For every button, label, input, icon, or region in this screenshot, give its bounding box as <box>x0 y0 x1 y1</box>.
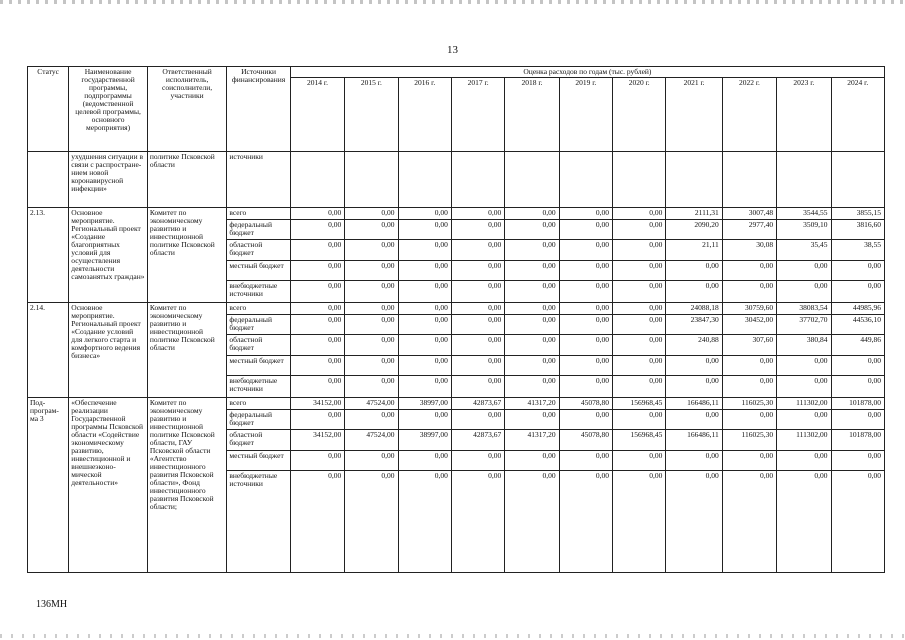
value-cell: 0,00 <box>559 208 612 220</box>
source-cell: местный бюджет <box>227 451 290 471</box>
year-header: 2015 г. <box>345 78 398 152</box>
name-cell: «Обеспечение реализации Государственной программы Псковской области «Содействие экономическому развитию, инвестиционной и внешнеэконо-мической деятельности» <box>69 398 148 573</box>
value-cell: 47524,00 <box>345 398 398 410</box>
value-cell: 3007,48 <box>722 208 776 220</box>
source-cell: всего <box>227 398 290 410</box>
value-cell: 44536,10 <box>831 315 885 335</box>
value-cell: 0,00 <box>559 335 612 356</box>
value-cell: 101878,00 <box>831 430 885 451</box>
value-cell: 0,00 <box>505 208 559 220</box>
value-cell: 116025,30 <box>722 398 776 410</box>
value-cell: 0,00 <box>451 208 504 220</box>
value-cell: 0,00 <box>777 261 831 281</box>
value-cell: 42873,67 <box>451 398 504 410</box>
header-name: Наименование государственной программы, подпрограммы (ведомственной целевой программы, основного мероприятия) <box>69 67 148 152</box>
value-cell: 38997,00 <box>398 398 451 410</box>
value-cell: 116025,30 <box>722 430 776 451</box>
value-cell: 34152,00 <box>290 398 344 410</box>
value-cell: 0,00 <box>451 451 504 471</box>
value-cell: 34152,00 <box>290 430 344 451</box>
value-cell: 0,00 <box>666 281 722 303</box>
year-header: 2022 г. <box>722 78 776 152</box>
scan-edge-top <box>0 0 905 4</box>
value-cell: 0,00 <box>777 451 831 471</box>
source-cell: всего <box>227 208 290 220</box>
value-cell: 3816,60 <box>831 220 885 240</box>
value-cell: 37702,70 <box>777 315 831 335</box>
value-cell: 21,11 <box>666 240 722 261</box>
value-cell: 0,00 <box>613 315 666 335</box>
value-cell: 156968,45 <box>613 398 666 410</box>
value-cell: 0,00 <box>613 376 666 398</box>
value-cell: 0,00 <box>398 303 451 315</box>
value-cell: 0,00 <box>290 471 344 573</box>
value-cell: 0,00 <box>777 376 831 398</box>
value-cell: 0,00 <box>451 471 504 573</box>
value-cell <box>505 152 559 208</box>
value-cell: 0,00 <box>345 410 398 430</box>
value-cell: 0,00 <box>613 303 666 315</box>
value-cell: 0,00 <box>505 451 559 471</box>
value-cell: 0,00 <box>777 356 831 376</box>
value-cell <box>398 152 451 208</box>
year-header: 2021 г. <box>666 78 722 152</box>
value-cell: 0,00 <box>722 281 776 303</box>
value-cell: 0,00 <box>451 303 504 315</box>
value-cell: 0,00 <box>398 356 451 376</box>
value-cell: 0,00 <box>451 376 504 398</box>
executor-cell: Комитет по экономическому развитию и инвестиционной политике Псковской области <box>147 303 227 398</box>
value-cell <box>831 152 885 208</box>
source-cell: федеральный бюджет <box>227 315 290 335</box>
value-cell: 35,45 <box>777 240 831 261</box>
value-cell: 0,00 <box>345 356 398 376</box>
scan-edge-bottom <box>0 634 905 638</box>
value-cell: 38083,54 <box>777 303 831 315</box>
value-cell: 23847,30 <box>666 315 722 335</box>
value-cell: 0,00 <box>559 356 612 376</box>
value-cell: 0,00 <box>290 281 344 303</box>
value-cell: 0,00 <box>777 471 831 573</box>
value-cell: 0,00 <box>559 220 612 240</box>
year-header: 2019 г. <box>559 78 612 152</box>
source-cell: федеральный бюджет <box>227 410 290 430</box>
value-cell: 0,00 <box>559 471 612 573</box>
value-cell: 0,00 <box>345 240 398 261</box>
value-cell: 0,00 <box>505 240 559 261</box>
value-cell: 240,88 <box>666 335 722 356</box>
value-cell: 42873,67 <box>451 430 504 451</box>
value-cell: 30,08 <box>722 240 776 261</box>
year-header: 2018 г. <box>505 78 559 152</box>
table-row <box>28 303 885 315</box>
value-cell <box>613 152 666 208</box>
source-cell: внебюджетные источники <box>227 376 290 398</box>
value-cell: 0,00 <box>398 471 451 573</box>
source-cell: внебюджетные источники <box>227 471 290 573</box>
value-cell: 2090,20 <box>666 220 722 240</box>
value-cell: 449,86 <box>831 335 885 356</box>
value-cell: 3855,15 <box>831 208 885 220</box>
status-cell <box>28 152 69 208</box>
value-cell <box>290 152 344 208</box>
value-cell: 0,00 <box>831 410 885 430</box>
value-cell: 0,00 <box>290 356 344 376</box>
executor-cell: политике Псковской области <box>147 152 227 208</box>
value-cell: 2111,31 <box>666 208 722 220</box>
value-cell: 166486,11 <box>666 398 722 410</box>
value-cell: 0,00 <box>559 451 612 471</box>
value-cell: 0,00 <box>290 208 344 220</box>
value-cell: 0,00 <box>345 281 398 303</box>
source-cell: федеральный бюджет <box>227 220 290 240</box>
value-cell: 0,00 <box>559 315 612 335</box>
value-cell: 0,00 <box>290 303 344 315</box>
value-cell: 0,00 <box>559 281 612 303</box>
value-cell: 0,00 <box>505 410 559 430</box>
value-cell: 0,00 <box>777 281 831 303</box>
value-cell: 0,00 <box>666 471 722 573</box>
value-cell: 3509,10 <box>777 220 831 240</box>
year-header: 2020 г. <box>613 78 666 152</box>
value-cell: 47524,00 <box>345 430 398 451</box>
value-cell: 0,00 <box>559 261 612 281</box>
value-cell <box>345 152 398 208</box>
value-cell <box>451 152 504 208</box>
value-cell: 30452,00 <box>722 315 776 335</box>
table-row <box>28 208 885 220</box>
value-cell: 0,00 <box>451 410 504 430</box>
value-cell: 0,00 <box>505 356 559 376</box>
value-cell: 0,00 <box>722 356 776 376</box>
value-cell: 0,00 <box>290 451 344 471</box>
value-cell: 0,00 <box>613 410 666 430</box>
value-cell: 0,00 <box>505 471 559 573</box>
value-cell: 2977,40 <box>722 220 776 240</box>
source-cell: внебюджетные источники <box>227 281 290 303</box>
name-cell: Основное мероприятие. Региональный проект «Создание условий для легкого старта и комфортного ведения бизнеса» <box>69 303 148 398</box>
value-cell: 0,00 <box>290 240 344 261</box>
value-cell: 0,00 <box>613 471 666 573</box>
value-cell: 0,00 <box>345 303 398 315</box>
value-cell: 101878,00 <box>831 398 885 410</box>
value-cell: 0,00 <box>559 376 612 398</box>
value-cell: 0,00 <box>451 281 504 303</box>
value-cell: 3544,55 <box>777 208 831 220</box>
value-cell: 0,00 <box>345 376 398 398</box>
year-header: 2014 г. <box>290 78 344 152</box>
value-cell: 0,00 <box>290 410 344 430</box>
footer-code: 136МН <box>36 599 68 610</box>
value-cell: 380,84 <box>777 335 831 356</box>
value-cell: 0,00 <box>722 471 776 573</box>
value-cell: 0,00 <box>398 281 451 303</box>
value-cell: 0,00 <box>505 261 559 281</box>
value-cell: 0,00 <box>613 335 666 356</box>
value-cell: 0,00 <box>559 410 612 430</box>
value-cell: 38,55 <box>831 240 885 261</box>
expenses-table <box>27 66 885 573</box>
header-executor: Ответственный исполнитель, соисполнители, участники <box>147 67 227 152</box>
value-cell: 0,00 <box>505 315 559 335</box>
value-cell: 0,00 <box>559 303 612 315</box>
value-cell: 111302,00 <box>777 398 831 410</box>
page-number: 13 <box>447 44 458 56</box>
year-header: 2016 г. <box>398 78 451 152</box>
value-cell: 0,00 <box>613 208 666 220</box>
source-cell: местный бюджет <box>227 356 290 376</box>
value-cell: 0,00 <box>345 335 398 356</box>
value-cell: 0,00 <box>613 451 666 471</box>
value-cell: 0,00 <box>505 376 559 398</box>
value-cell: 0,00 <box>666 356 722 376</box>
value-cell: 30759,60 <box>722 303 776 315</box>
source-cell: источники <box>227 152 290 208</box>
value-cell: 0,00 <box>398 315 451 335</box>
value-cell: 166486,11 <box>666 430 722 451</box>
value-cell: 307,60 <box>722 335 776 356</box>
name-cell: ухудшения ситуации в связи с распростране-нием новой коронавирусной инфекции» <box>69 152 148 208</box>
value-cell: 0,00 <box>613 356 666 376</box>
value-cell: 0,00 <box>722 451 776 471</box>
year-header: 2017 г. <box>451 78 504 152</box>
value-cell: 0,00 <box>505 303 559 315</box>
value-cell: 0,00 <box>451 335 504 356</box>
value-cell: 0,00 <box>345 315 398 335</box>
source-cell: областной бюджет <box>227 430 290 451</box>
header-status: Статус <box>28 67 69 152</box>
value-cell: 0,00 <box>290 220 344 240</box>
value-cell: 0,00 <box>613 261 666 281</box>
value-cell: 0,00 <box>831 376 885 398</box>
value-cell: 0,00 <box>505 281 559 303</box>
source-cell: областной бюджет <box>227 240 290 261</box>
header-estimate: Оценка расходов по годам (тыс. рублей) <box>290 67 884 78</box>
value-cell: 0,00 <box>398 208 451 220</box>
value-cell: 0,00 <box>345 208 398 220</box>
value-cell: 0,00 <box>505 335 559 356</box>
value-cell: 38997,00 <box>398 430 451 451</box>
source-cell: всего <box>227 303 290 315</box>
value-cell: 0,00 <box>398 335 451 356</box>
value-cell <box>722 152 776 208</box>
value-cell: 0,00 <box>722 261 776 281</box>
value-cell: 0,00 <box>398 240 451 261</box>
continuation-row <box>28 152 885 208</box>
value-cell: 44985,96 <box>831 303 885 315</box>
value-cell: 0,00 <box>505 220 559 240</box>
executor-cell: Комитет по экономическому развитию и инвестиционной политике Псковской области <box>147 208 227 303</box>
value-cell: 0,00 <box>345 451 398 471</box>
value-cell: 0,00 <box>451 356 504 376</box>
value-cell: 0,00 <box>290 261 344 281</box>
year-header: 2024 г. <box>831 78 885 152</box>
value-cell: 0,00 <box>451 261 504 281</box>
status-cell: 2.14. <box>28 303 69 398</box>
value-cell: 0,00 <box>398 451 451 471</box>
value-cell: 0,00 <box>831 451 885 471</box>
value-cell: 45078,80 <box>559 398 612 410</box>
header-sources: Источники финансирования <box>227 67 290 152</box>
value-cell: 0,00 <box>398 220 451 240</box>
value-cell: 0,00 <box>613 240 666 261</box>
value-cell: 0,00 <box>559 240 612 261</box>
value-cell: 0,00 <box>722 410 776 430</box>
value-cell: 0,00 <box>398 410 451 430</box>
value-cell: 0,00 <box>722 376 776 398</box>
value-cell: 156968,45 <box>613 430 666 451</box>
value-cell: 0,00 <box>777 410 831 430</box>
value-cell: 0,00 <box>451 315 504 335</box>
year-header: 2023 г. <box>777 78 831 152</box>
value-cell: 0,00 <box>451 240 504 261</box>
executor-cell: Комитет по экономическому развитию и инвестиционной политике Псковской области, ГАУ Псковской области «Агентство инвестиционного развития Псковской области», Фонд инвестиционного развития Псковской области; <box>147 398 227 573</box>
value-cell: 0,00 <box>666 451 722 471</box>
value-cell: 45078,80 <box>559 430 612 451</box>
value-cell: 0,00 <box>345 471 398 573</box>
value-cell: 0,00 <box>666 376 722 398</box>
value-cell: 41317,20 <box>505 398 559 410</box>
status-cell: Под-програм-ма 3 <box>28 398 69 573</box>
source-cell: областной бюджет <box>227 335 290 356</box>
value-cell: 0,00 <box>613 281 666 303</box>
value-cell <box>777 152 831 208</box>
table-row <box>28 398 885 410</box>
value-cell: 0,00 <box>290 376 344 398</box>
value-cell: 0,00 <box>345 261 398 281</box>
value-cell: 0,00 <box>831 261 885 281</box>
status-cell: 2.13. <box>28 208 69 303</box>
value-cell: 0,00 <box>666 410 722 430</box>
value-cell: 0,00 <box>398 261 451 281</box>
value-cell: 0,00 <box>290 335 344 356</box>
value-cell: 0,00 <box>290 315 344 335</box>
value-cell <box>666 152 722 208</box>
value-cell: 0,00 <box>831 281 885 303</box>
value-cell: 0,00 <box>451 220 504 240</box>
value-cell: 41317,20 <box>505 430 559 451</box>
value-cell: 0,00 <box>398 376 451 398</box>
value-cell: 0,00 <box>345 220 398 240</box>
value-cell <box>559 152 612 208</box>
value-cell: 0,00 <box>831 471 885 573</box>
value-cell: 24088,18 <box>666 303 722 315</box>
name-cell: Основное мероприятие. Региональный проект «Создание благоприятных условий для осуществления деятельности самозанятых граждан» <box>69 208 148 303</box>
source-cell: местный бюджет <box>227 261 290 281</box>
value-cell: 0,00 <box>613 220 666 240</box>
value-cell: 0,00 <box>666 261 722 281</box>
value-cell: 0,00 <box>831 356 885 376</box>
value-cell: 111302,00 <box>777 430 831 451</box>
